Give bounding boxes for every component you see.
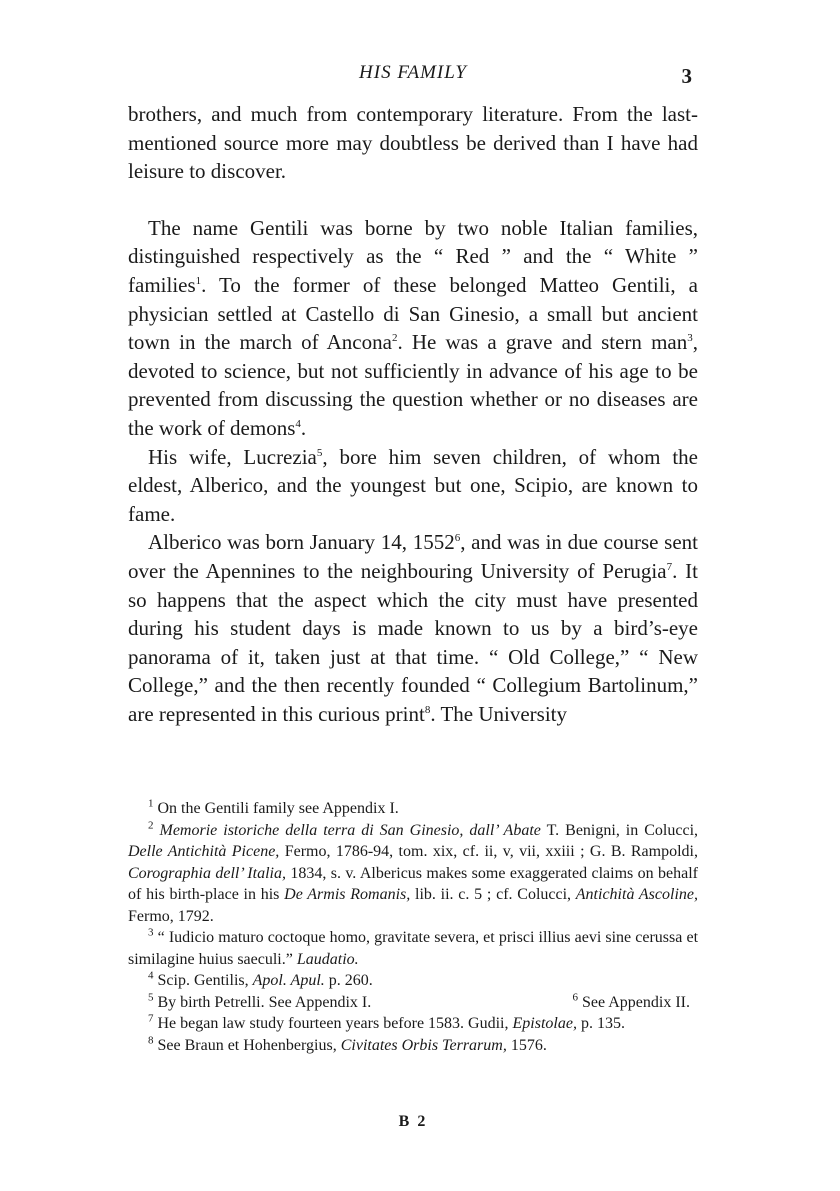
paragraph-lucrezia xyxy=(128,443,698,529)
footnote-text: Fermo, 1786-94, tom. xix, cf. ii, v, vii, xxiii ; G. B. Rampoldi, xyxy=(279,843,698,860)
footnote-text: Fermo, 1792. xyxy=(128,907,214,925)
italic-title: Delle Antichità Picene, xyxy=(128,843,280,860)
footnote-text: lib. ii. c. 5 ; cf. Colucci, xyxy=(410,886,576,903)
body-text xyxy=(128,100,698,728)
footnote-text: “ Iudicio maturo coctoque homo, gravitate severa, et prisci illius aevi sine cerussa et similagine huius saeculi.” xyxy=(128,929,699,968)
footnote-mark: 4 xyxy=(148,969,154,982)
footnote-text: By birth Petrelli. See Appendix I. xyxy=(157,993,372,1011)
footnote-mark: 8 xyxy=(148,1034,154,1047)
italic-title: Antichità Ascoline, xyxy=(575,886,698,903)
text-run: , and was in due course sent over the Apennines to the neighbouring University of Perugia xyxy=(128,530,698,583)
footnote-text: p. 135. xyxy=(576,1015,625,1032)
footnote-text: On the Gentili family see Appendix I. xyxy=(157,800,399,817)
footnote-ref-8: 8 xyxy=(424,703,431,716)
footnote-ref-5: 5 xyxy=(316,446,323,459)
footnote-mark: 7 xyxy=(148,1012,154,1025)
italic-title: Epistolae, xyxy=(512,1015,577,1032)
footnote-7 xyxy=(128,1013,698,1035)
italic-title: Memorie istoriche della terra di San Ginesio, dall’ Abate xyxy=(159,821,541,839)
footnote-mark: 2 xyxy=(148,819,154,832)
footnote-5-6-line xyxy=(128,992,698,1014)
footnote-2 xyxy=(128,820,698,928)
paragraph-gentili-name xyxy=(128,214,698,443)
footnote-1 xyxy=(128,798,698,820)
footnote-text: He began law study fourteen years before 1583. Gudii, xyxy=(157,1015,513,1032)
text-run: . To the former of these belonged Matteo Gentili, a physician settled at Castello di San Ginesio, a small but ancient town in the march of Ancona xyxy=(128,272,698,355)
text-run: . The University xyxy=(430,701,568,726)
footnote-8 xyxy=(128,1035,698,1057)
text-run: Alberico was born January 14, 1552 xyxy=(148,530,455,555)
footnote-6 xyxy=(553,992,690,1014)
footnote-5 xyxy=(128,992,371,1014)
italic-title: Apol. Apul. xyxy=(252,972,325,989)
text-run: His wife, Lucrezia xyxy=(148,444,317,469)
footnote-text: 1576. xyxy=(506,1036,547,1054)
paragraph-continuation: brothers, and much from contemporary literature. From the last-mentioned source more may doubtless be derived than I have had leisure to discover. xyxy=(128,102,698,184)
footnote-text: T. Benigni, in Colucci, xyxy=(540,821,699,839)
italic-title: De Armis Romanis, xyxy=(284,886,411,903)
running-title: HIS FAMILY xyxy=(359,62,467,83)
text-run: . It so happens that the aspect which the city must have presented during his student days is made known to us by a bird’s-eye panorama of it, taken just at that time. “ Old College,” “ New College,” and the then recently founded “ Collegium Bartolinum,” are represented in this curious print xyxy=(128,558,698,726)
footnote-mark: 5 xyxy=(148,991,154,1004)
footnotes xyxy=(128,798,698,1056)
footnote-4 xyxy=(128,970,698,992)
italic-title: Civitates Orbis Terrarum, xyxy=(340,1036,507,1054)
footnote-ref-4: 4 xyxy=(295,417,301,430)
footnote-ref-1: 1 xyxy=(195,274,202,287)
footnote-text: See Braun et Hohenbergius, xyxy=(157,1036,341,1054)
footnote-ref-6: 6 xyxy=(454,532,461,545)
paragraph-alberico xyxy=(128,528,698,728)
footnote-ref-7: 7 xyxy=(666,560,673,573)
text-run: , bore him seven children, of whom the eldest, Alberico, and the youngest but one, Scipio, are known to fame. xyxy=(128,444,698,526)
footnote-3 xyxy=(128,927,698,970)
footnote-text: p. 260. xyxy=(324,972,373,989)
italic-title: Corographia dell’ Italia, xyxy=(128,864,286,882)
page-number: 3 xyxy=(681,64,692,88)
footnote-mark: 1 xyxy=(148,797,154,810)
italic-title: Laudatio. xyxy=(296,950,359,968)
footnote-text: 1834, s. v. Albericus makes some exaggerated claims on behalf of his birth-place in his xyxy=(128,864,699,903)
footnote-ref-3: 3 xyxy=(687,332,693,345)
text-run: . He was a grave and stern man xyxy=(397,330,688,355)
signature-mark: B 2 xyxy=(398,1113,428,1130)
footnote-text: Scip. Gentilis, xyxy=(157,972,253,989)
text-run: . xyxy=(300,415,307,440)
text-run: The name Gentili was borne by two noble Italian families, distinguished respectively as the “ Red ” and the “ White ” families xyxy=(128,215,698,297)
text-run: , devoted to science, but not sufficiently in advance of his age to be prevented from discussing the question whether or no diseases are the work of demons xyxy=(128,330,698,440)
footnote-ref-2: 2 xyxy=(391,332,398,345)
footnote-mark: 3 xyxy=(148,926,154,939)
footnote-text: See Appendix II. xyxy=(582,993,690,1011)
footnote-mark: 6 xyxy=(572,991,579,1004)
